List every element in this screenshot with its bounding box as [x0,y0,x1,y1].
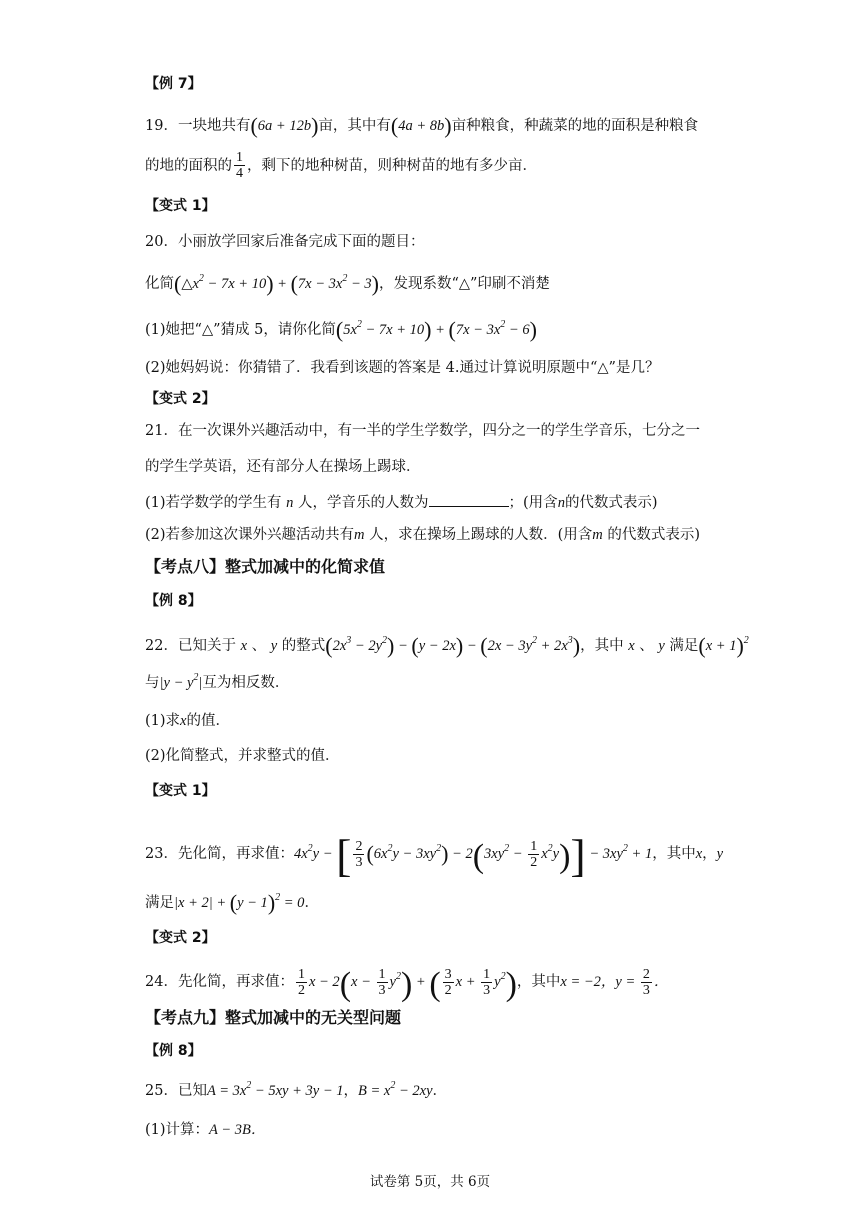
section-8-heading: 【考点八】整式加减中的化简求值 [145,557,386,576]
question-22-line-2: 与$|y - y^2|$互为相反数． [145,672,290,691]
question-22-part-1: (1)求x的值． [145,713,230,729]
section-9-heading: 【考点九】整式加减中的无关型问题 [145,1008,402,1027]
question-21-line-2: 的学生学英语，还有部分人在操场上踢球． [145,459,421,475]
variant-2-label: 【变式 2】 [145,391,216,407]
question-19-line-2: 的地的面积的 $\frac{1}{4}$ ，剩下的地种树苗，则种树苗的地有多少亩． [145,150,537,182]
example-8-label: 【例 8】 [145,593,202,609]
fraction-one-quarter: $\frac{1}{4}$ [236,150,243,182]
question-20-part-1: (1)她把“△”猜成 5，请你化简$(5x^2 - 7x + 10) + (7x - 3x^2 - 6)$ [145,317,537,342]
variant-1-label-b: 【变式 1】 [145,783,216,799]
question-25-part-1: (1)计算：A − 3B． [145,1122,266,1138]
question-21-part-2: (2)若参加这次课外兴趣活动共有m 人，求在操场上踢球的人数．(用含m 的代数式表示) [145,527,701,543]
question-19-line-1: 19．一块地共有(6a + 12b)亩，其中有(4a + 8b)亩种粮食，种蔬菜的地的面积是种粮食 [145,113,699,138]
question-24: 24．先化简，再求值： $\frac{1}{2}$ x − 2(x − $\frac{1}{3}$ $y^2$) + ( $\frac{3}{2}$ x + $\frac{1}{3}$ $y^2$)，其中x = −2，y = $\frac{2}{3}$ ． [145,966,669,1003]
question-23-line-1: 23．先化简，再求值：$4x^2y$ − [ $\frac{2}{3}$ $(6x^2y - 3xy^2) - 2(3xy^2$ − $\frac{1}{2}$ $x^2y)] - 3xy^2 + 1$，其中x，y [145,830,724,881]
question-23-line-2: 满足$|x + 2| + (y - 1)^2 = 0$． [145,890,319,915]
question-22-line-1: 22．已知关于 x 、 y 的整式$(2x^3 - 2y^2) - (y - 2x) - (2x - 3y^2 + 2x^3)$，其中 x 、 y 满足$(x + 1)^2$ [145,633,749,658]
example-8-label-b: 【例 8】 [145,1043,202,1059]
example-7-label: 【例 7】 [145,76,202,92]
variant-2-label-b: 【变式 2】 [145,930,216,946]
question-21-line-1: 21．在一次课外兴趣活动中，有一半的学生学数学，四分之一的学生学音乐，七分之一 [145,423,700,439]
question-20-line-2: 化简$(\triangle x^2 - 7x + 10) + (7x - 3x^2 - 3)$，发现系数“△”印刷不消楚 [145,271,550,296]
variant-1-label: 【变式 1】 [145,198,216,214]
page-footer: 试卷第 5页，共 6页 [369,1174,491,1190]
question-25-line-1: 25．已知$A = 3x^2 - 5xy + 3y - 1$，$B = x^2 - 2xy$． [145,1080,448,1099]
question-20-line-1: 20．小丽放学回家后准备完成下面的题目： [145,234,425,250]
question-20-part-2: (2)她妈妈说：你猜错了．我看到该题的答案是 4.通过计算说明原题中“△”是几？ [145,360,660,376]
question-22-part-2: (2)化简整式，并求整式的值． [145,748,340,764]
question-21-part-1: (1)若学数学的学生有 n 人，学音乐的人数为 ；(用含n的代数式表示) [145,495,658,511]
answer-blank [429,494,509,507]
